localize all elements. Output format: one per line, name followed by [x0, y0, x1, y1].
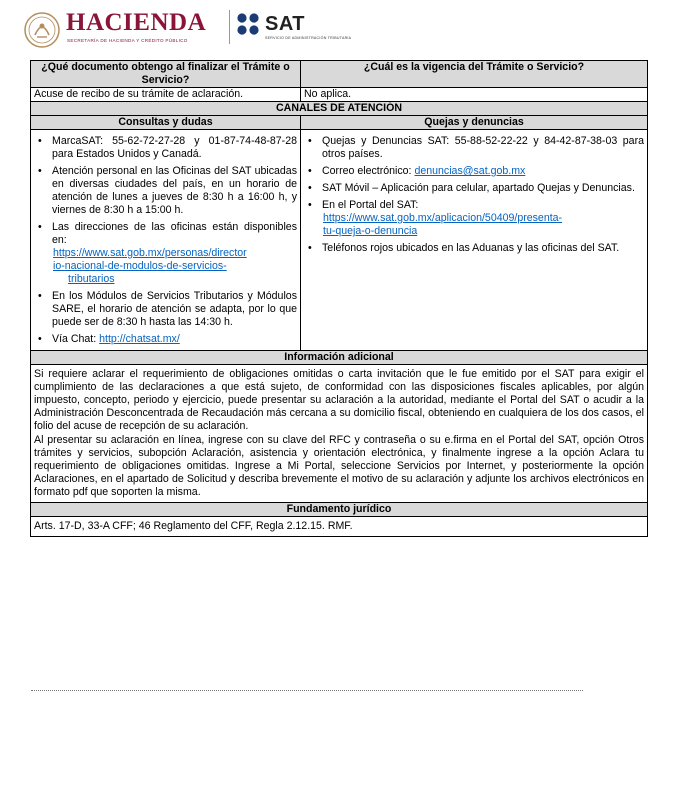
- sat-title: SAT: [265, 13, 306, 35]
- procedure-table: [30, 60, 648, 537]
- offices-link[interactable]: io-nacional-de-modulos-de-servicios-: [53, 260, 227, 272]
- legal-text: Arts. 17-D, 33-A CFF; 46 Reglamento del CFF, Regla 2.12.15. RMF.: [31, 517, 648, 537]
- validity-question: ¿Cuál es la vigencia del Trámite o Servicio?: [301, 61, 648, 88]
- legal-title-row: [31, 503, 648, 517]
- questions-header-row: [31, 61, 648, 88]
- consultas-cell: [31, 130, 301, 351]
- quejas-list: [304, 135, 644, 255]
- footer-divider: [31, 690, 583, 691]
- email-label: Correo electrónico:: [322, 165, 412, 177]
- questions-answer-row: [31, 88, 648, 102]
- page-header: [0, 0, 680, 58]
- quejas-cell: [301, 130, 648, 351]
- list-item: • Teléfonos rojos ubicados en las Aduanas y las oficinas del SAT.: [322, 242, 644, 255]
- complaint-link[interactable]: tu-queja-o-denuncia: [323, 225, 418, 237]
- portal-label: En el Portal del SAT:: [322, 199, 419, 211]
- legal-title: Fundamento jurídico: [31, 503, 648, 517]
- offices-link[interactable]: tributarios: [68, 273, 115, 285]
- header-divider: [229, 10, 230, 44]
- complaint-link[interactable]: https://www.sat.gob.mx/aplicacion/50409/presenta-: [323, 212, 563, 224]
- additional-title-row: [31, 351, 648, 365]
- channels-title-row: [31, 102, 648, 116]
- validity-answer: No aplica.: [301, 88, 648, 102]
- list-item: [322, 199, 644, 238]
- list-item: • Quejas y Denuncias SAT: 55-88-52-22-22 y 84-42-87-38-03 para otros países.: [322, 135, 644, 161]
- sat-dots-icon: [236, 12, 262, 38]
- channels-header-row: [31, 116, 648, 130]
- quejas-header: Quejas y denuncias: [301, 116, 648, 130]
- consultas-list: [34, 135, 297, 346]
- list-item: • SAT Móvil – Aplicación para celular, apartado Quejas y Denuncias.: [322, 182, 644, 195]
- sat-logo: [236, 12, 376, 46]
- email-link[interactable]: denuncias@sat.gob.mx: [414, 165, 526, 177]
- additional-cell: [31, 365, 648, 503]
- document-question: ¿Qué documento obtengo al finalizar el Trámite o Servicio?: [31, 61, 301, 88]
- hacienda-subtitle: SECRETARÍA DE HACIENDA Y CRÉDITO PÚBLICO: [67, 38, 188, 43]
- list-item: • Atención personal en las Oficinas del SAT ubicadas en diversas ciudades del país, en un horario de atención de lunes a jueves de 8:30 h a 16:00 h, y viernes de 8:30 h a 15:00 h.: [52, 165, 297, 217]
- additional-title: Información adicional: [31, 351, 648, 365]
- hacienda-logo: [22, 8, 222, 48]
- list-item: [322, 165, 644, 178]
- additional-paragraph: Si requiere aclarar el requerimiento de obligaciones omitidas o carta invitación que le fue emitido por el SAT para exigir el cumplimiento de las declaraciones a que está sujeto, de conformidad con las disposiciones fiscales aplicables, por algún impuesto, concepto, periodo y ejercicio, puede presentar su aclaración a la autoridad, mediante el Portal del SAT o acudir a la Administración Desconcentrada de Recaudación más cercana a su domicilio fiscal, obteniendo en cualquiera de los dos casos, el folio del acuse de recepción de su aclaración.: [34, 368, 644, 432]
- additional-content-row: [31, 365, 648, 503]
- channels-content-row: [31, 130, 648, 351]
- chat-link[interactable]: http://chatsat.mx/: [99, 333, 180, 345]
- channels-title: CANALES DE ATENCIÓN: [31, 102, 648, 116]
- legal-content-row: [31, 517, 648, 537]
- sat-subtitle: SERVICIO DE ADMINISTRACIÓN TRIBUTARIA: [265, 36, 352, 40]
- list-item: • MarcaSAT: 55-62-72-27-28 y 01-87-74-48-87-28 para Estados Unidos y Canadá.: [52, 135, 297, 161]
- offices-text: Las direcciones de las oficinas están disponibles en:: [52, 221, 297, 246]
- hacienda-title: HACIENDA: [66, 9, 207, 36]
- offices-link[interactable]: https://www.sat.gob.mx/personas/director: [53, 247, 247, 259]
- additional-paragraph: Al presentar su aclaración en línea, ingrese con su clave del RFC y contraseña o su e.firma en el Portal del SAT, opción Otros trámites y servicios, subopción Aclaración, asistencia y orientación electrónica, y finalmente ingrese a la opción Aclara tu requerimiento de obligaciones omitidas. Ingrese a Mi Portal, seleccione Servicios por Internet, y posteriormente la opción Aclaraciones, en el apartado de Solicitud y describa brevemente el motivo de su aclaración y adjunte los archivos electrónicos en formato pdf que soporten la misma.: [34, 434, 644, 498]
- list-item: [52, 221, 297, 286]
- national-emblem-icon: [22, 10, 62, 50]
- list-item: • En los Módulos de Servicios Tributarios y Módulos SARE, el horario de atención se adapta, por lo que puede ser de 8:30 h hasta las 14:30 h.: [52, 290, 297, 329]
- document-answer: Acuse de recibo de su trámite de aclaración.: [31, 88, 301, 102]
- chat-label: Vía Chat:: [52, 333, 97, 345]
- list-item: [52, 333, 297, 346]
- consultas-header: Consultas y dudas: [31, 116, 301, 130]
